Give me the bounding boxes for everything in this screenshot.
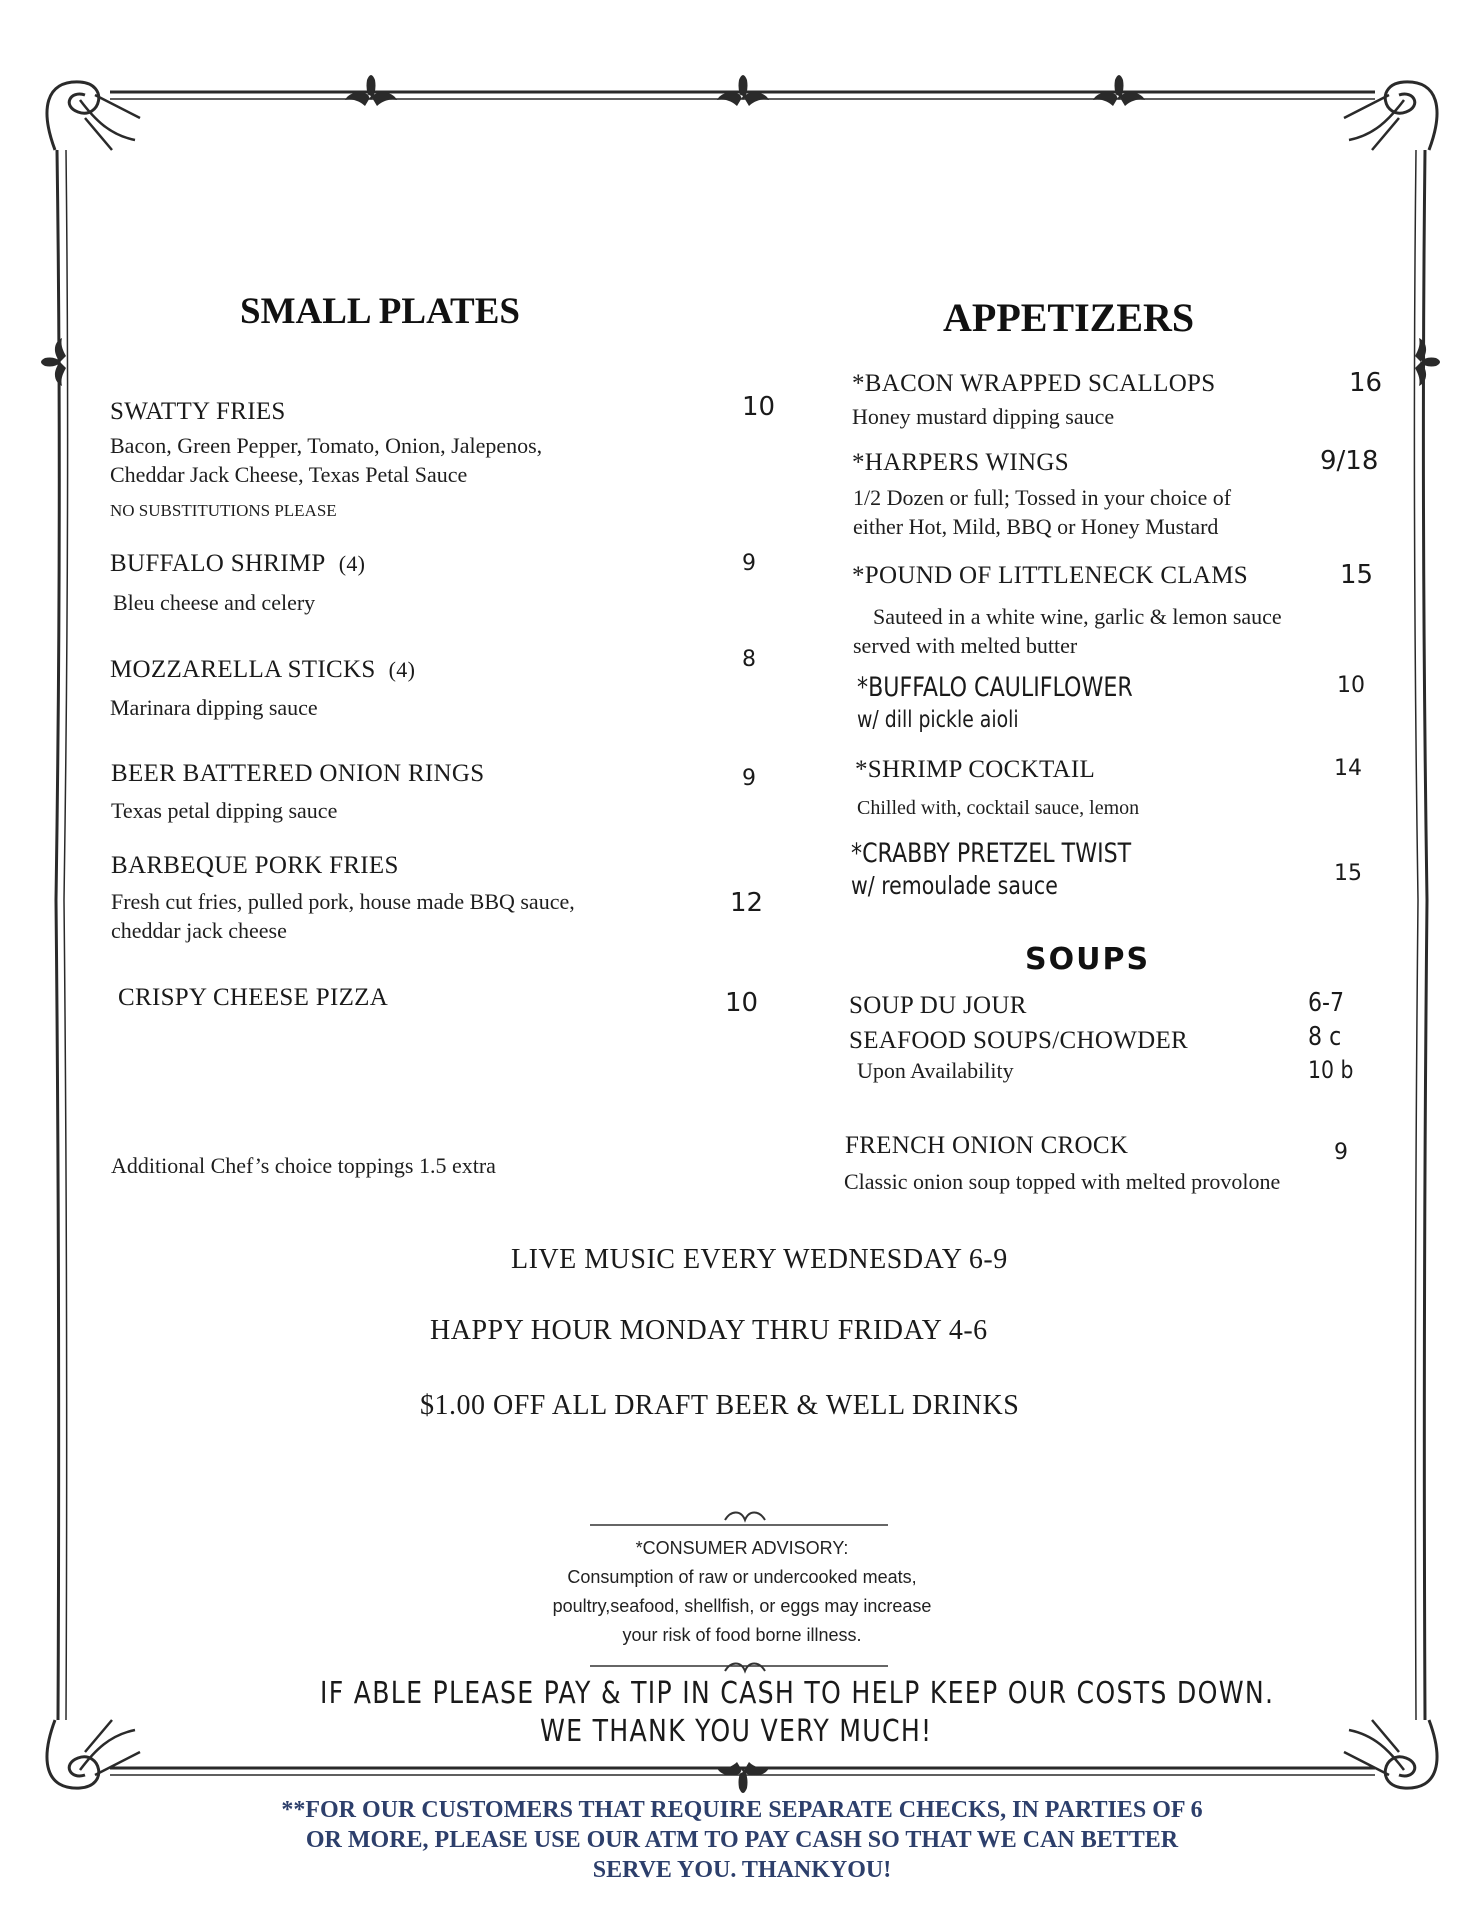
small-plates-footer: Additional Chef’s choice toppings 1.5 extra (111, 1153, 496, 1178)
menu-item-price: 12 (730, 888, 764, 918)
section-title-small-plates: SMALL PLATES (240, 291, 520, 332)
menu-item-desc: Fresh cut fries, pulled pork, house made BBQ sauce, (111, 889, 575, 914)
consumer-advisory-text: Consumption of raw or undercooked meats, (567, 1567, 917, 1587)
menu-item-price: 9/18 (1320, 446, 1379, 476)
menu-item-desc: w/ dill pickle aioli (857, 707, 1019, 733)
separate-checks-notice: SERVE YOU. THANKYOU! (592, 1857, 892, 1883)
menu-item-price: 10 b (1308, 1056, 1354, 1084)
menu-item-name: *CRABBY PRETZEL TWIST (851, 838, 1132, 869)
menu-item-price: 16 (1349, 368, 1383, 398)
separate-checks-notice: **FOR OUR CUSTOMERS THAT REQUIRE SEPARATE CHECKS, IN PARTIES OF 6 (281, 1797, 1203, 1823)
consumer-advisory-text: your risk of food borne illness. (622, 1625, 862, 1645)
menu-item-desc: either Hot, Mild, BBQ or Honey Mustard (853, 514, 1219, 539)
consumer-advisory-text: poultry,seafood, shellfish, or eggs may increase (552, 1596, 932, 1616)
menu-item-note: NO SUBSTITUTIONS PLEASE (110, 501, 337, 520)
menu-item-price: 15 (1334, 861, 1362, 886)
menu-item-desc: Cheddar Jack Cheese, Texas Petal Sauce (110, 462, 468, 487)
menu-item-price: 9 (742, 766, 756, 791)
menu-item-desc: cheddar jack cheese (111, 918, 287, 943)
menu-item-name: BARBEQUE PORK FRIES (111, 852, 399, 879)
menu-item-price: 9 (1334, 1140, 1348, 1165)
menu-item-desc: Bleu cheese and celery (113, 590, 316, 615)
menu-item-desc: Chilled with, cocktail sauce, lemon (857, 797, 1140, 819)
thank-you-notice: WE THANK YOU VERY MUCH! (540, 1714, 933, 1749)
menu-item-price: 10 (742, 392, 776, 422)
menu-item-name: *HARPERS WINGS (852, 449, 1069, 476)
menu-item-name: *SHRIMP COCKTAIL (855, 756, 1096, 783)
menu-item-desc: w/ remoulade sauce (851, 871, 1058, 900)
menu-item-price: 14 (1334, 756, 1362, 781)
section-title-appetizers: APPETIZERS (943, 295, 1195, 340)
menu-item-desc: Bacon, Green Pepper, Tomato, Onion, Jalepenos, (110, 433, 543, 458)
menu-item-name: SWATTY FRIES (110, 398, 286, 425)
menu-item-name: *BUFFALO CAULIFLOWER (857, 672, 1133, 703)
section-title-soups: SOUPS (1025, 942, 1151, 977)
menu-item-price: 6-7 (1308, 988, 1345, 1018)
menu-item-name: MOZZARELLA STICKS (4) (110, 656, 416, 683)
side-ornament-icon (41, 338, 1440, 386)
menu-item-name: BUFFALO SHRIMP (4) (110, 550, 366, 577)
separate-checks-notice: OR MORE, PLEASE USE OUR ATM TO PAY CASH SO THAT WE CAN BETTER (305, 1827, 1179, 1853)
menu-item-desc: Sauteed in a white wine, garlic & lemon sauce (873, 604, 1282, 629)
divider (590, 1513, 888, 1672)
promo-drink-discount: $1.00 OFF ALL DRAFT BEER & WELL DRINKS (420, 1390, 1020, 1421)
menu-item-name: SEAFOOD SOUPS/CHOWDER (849, 1027, 1188, 1054)
promo-happy-hour: HAPPY HOUR MONDAY THRU FRIDAY 4-6 (430, 1315, 988, 1346)
menu-item-desc: Texas petal dipping sauce (111, 798, 338, 823)
menu-item-price: 8 c (1308, 1022, 1342, 1052)
menu-item-price: 15 (1340, 560, 1374, 590)
menu-item-price: 10 (1337, 673, 1365, 698)
menu-item-name: BEER BATTERED ONION RINGS (111, 760, 485, 787)
menu-item-name: CRISPY CHEESE PIZZA (118, 984, 389, 1011)
menu-item-name: *POUND OF LITTLENECK CLAMS (852, 562, 1248, 589)
menu-item-name: *BACON WRAPPED SCALLOPS (852, 370, 1216, 397)
pay-cash-notice: IF ABLE PLEASE PAY & TIP IN CASH TO HELP KEEP OUR COSTS DOWN. (320, 1676, 1275, 1711)
menu-item-desc: Classic onion soup topped with melted provolone (844, 1169, 1281, 1194)
menu-item-price: 8 (742, 647, 756, 672)
menu-item-desc: Honey mustard dipping sauce (852, 404, 1115, 429)
menu-item-desc: served with melted butter (853, 633, 1078, 658)
menu-item-name: SOUP DU JOUR (849, 992, 1027, 1019)
consumer-advisory-title: *CONSUMER ADVISORY: (635, 1538, 849, 1558)
menu-item-price: 9 (742, 551, 756, 576)
menu-item-desc: Marinara dipping sauce (110, 695, 318, 720)
menu-item-name: FRENCH ONION CROCK (845, 1132, 1129, 1159)
menu-item-desc: Upon Availability (857, 1058, 1014, 1083)
menu-item-price: 10 (725, 988, 759, 1018)
promo-live-music: LIVE MUSIC EVERY WEDNESDAY 6-9 (511, 1244, 1008, 1275)
menu-item-desc: 1/2 Dozen or full; Tossed in your choice of (853, 485, 1232, 510)
